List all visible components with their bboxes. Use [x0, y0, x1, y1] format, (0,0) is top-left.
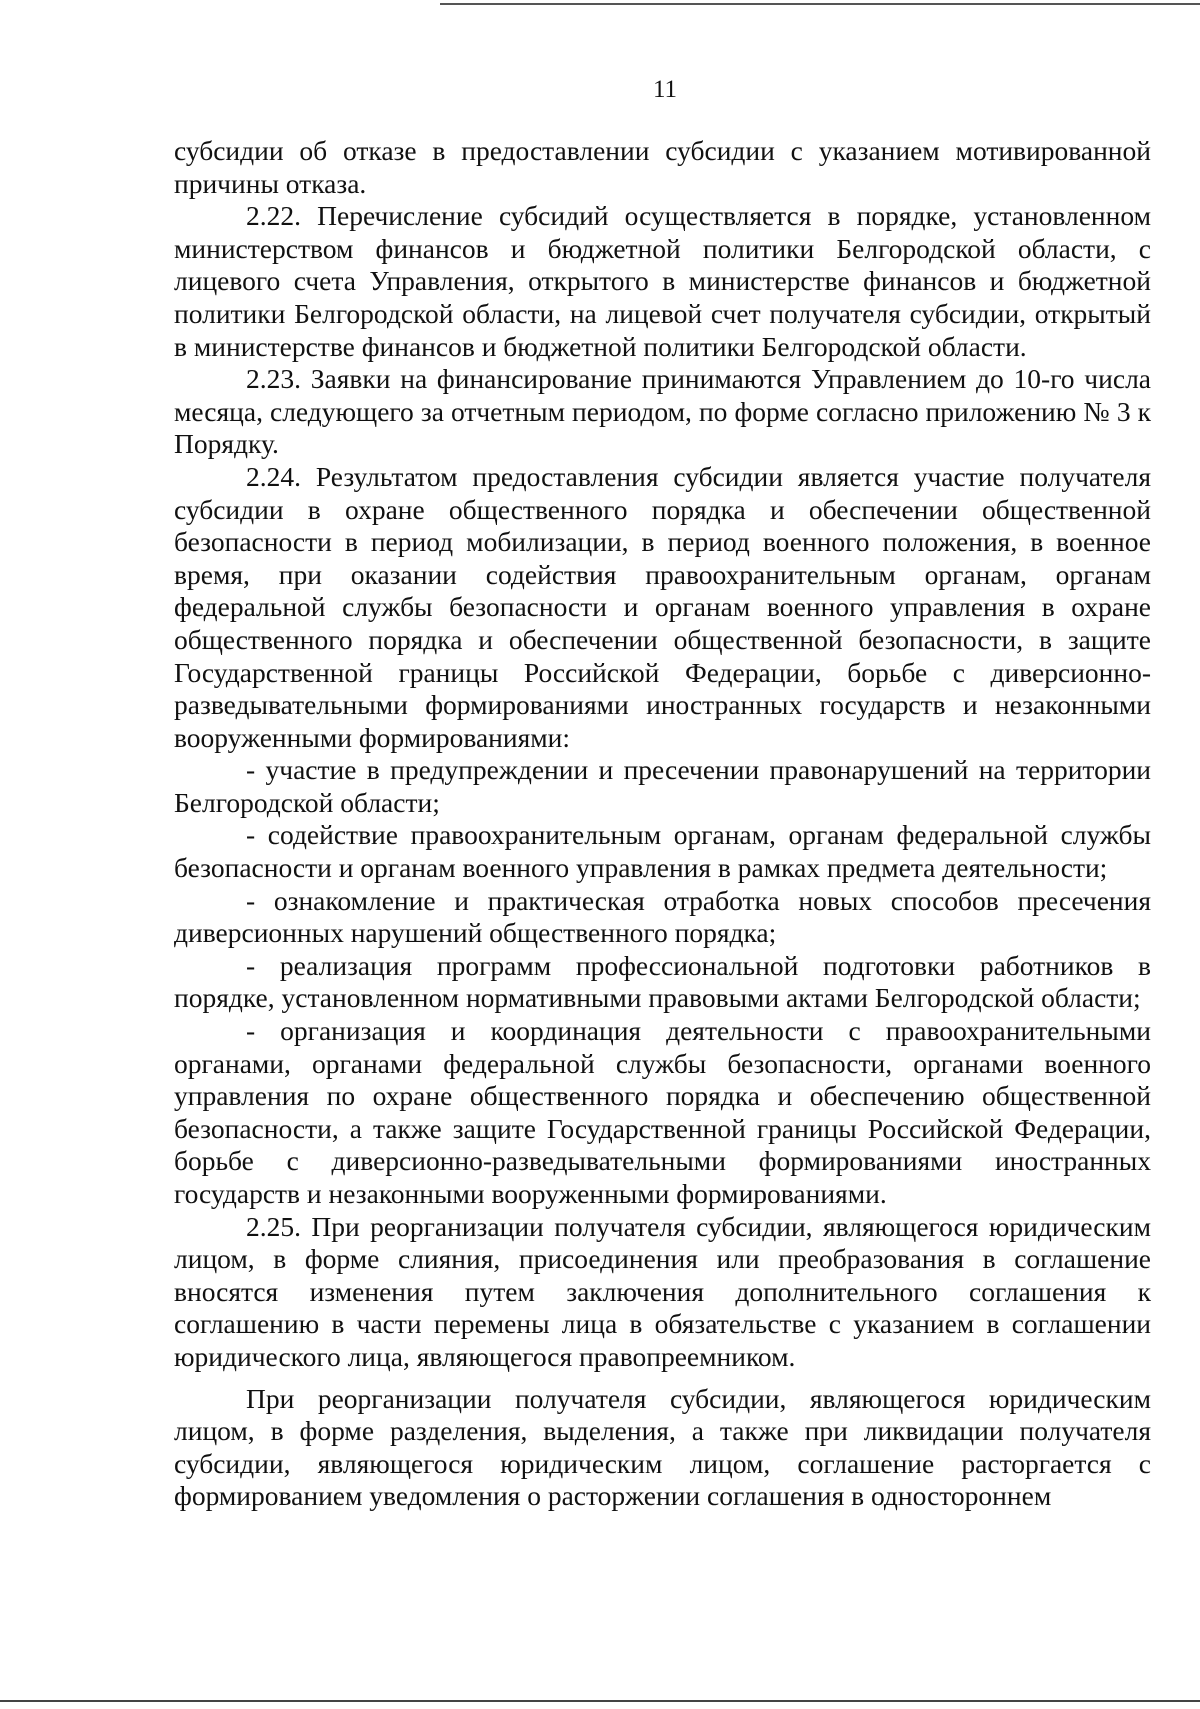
list-item-suppression-methods: - ознакомление и практическая отработка новых способов пресечения диверсионных нарушений общественного порядка; [174, 884, 1151, 949]
list-item-professional-training: - реализация программ профессиональной подготовки работников в порядке, установленном нормативными правовыми актами Белгородской области; [174, 949, 1151, 1014]
paragraph-2-24-subsidy-result: 2.24. Результатом предоставления субсидии является участие получателя субсидии в охране общественного порядка и обеспечении общественной безопасности в период мобилизации, в период военного положения, в военное время, при оказании содействия правоохранительным органам, органам федеральной службы безопасности и органам военного управления в охране общественного порядка и обеспечении общественной безопасности, в защите Государственной границы Российской Федерации, борьбе с диверсионно-разведывательными формированиями иностранных государств и незаконными вооруженными формированиями: [174, 460, 1151, 753]
page-number: 11 [652, 76, 678, 103]
list-item-law-enforcement-assistance: - содействие правоохранительным органам, органам федеральной службы безопасности и органам военного управления в рамках предмета деятельности; [174, 819, 1151, 884]
list-item-offense-prevention: - участие в предупреждении и пресечении правонарушений на территории Белгородской области; [174, 754, 1151, 818]
paragraph-2-25-reorganization-merger: 2.25. При реорганизации получателя субсидии, являющегося юридическим лицом, в форме слияния, присоединения или преобразования в соглашение вносятся изменения путем заключения дополнительного соглашения к соглашению в части перемены лица в обязательстве с указанием в соглашении юридического лица, являющегося правопреемником. [174, 1210, 1151, 1372]
scan-edge-top [440, 3, 1200, 5]
paragraph-reorganization-division: При реорганизации получателя субсидии, являющегося юридическим лицом, в форме разделения, выделения, а также при ликвидации получателя субсидии, являющегося юридическим лицом, соглашение расторгается с формированием уведомления о расторжении соглашения в одностороннем [174, 1382, 1151, 1512]
document-body [174, 135, 1151, 1513]
paragraph-2-23-financing-requests: 2.23. Заявки на финансирование принимаются Управлением до 10-го числа месяца, следующего за отчетным периодом, по форме согласно приложению № 3 к Порядку. [174, 363, 1151, 460]
paragraph-2-22-subsidy-transfer: 2.22. Перечисление субсидий осуществляется в порядке, установленном министерством финансов и бюджетной политики Белгородской области, с лицевого счета Управления, открытого в министерстве финансов и бюджетной политики Белгородской области, на лицевой счет получателя субсидии, открытый в министерстве финансов и бюджетной политики Белгородской области. [174, 200, 1151, 362]
list-item-coordination: - организация и координация деятельности с правоохранительными органами, органами федеральной службы безопасности, органами военного управления по охране общественного порядка и обеспечению общественной безопасности, а также защите Государственной границы Российской Федерации, борьбе с диверсионно-разведывательными формированиями иностранных государств и незаконными вооруженными формированиями. [174, 1015, 1151, 1209]
scan-edge-bottom [0, 1700, 1200, 1702]
paragraph-refusal-continuation: субсидии об отказе в предоставлении субсидии с указанием мотивированной причины отказа. [174, 135, 1151, 199]
